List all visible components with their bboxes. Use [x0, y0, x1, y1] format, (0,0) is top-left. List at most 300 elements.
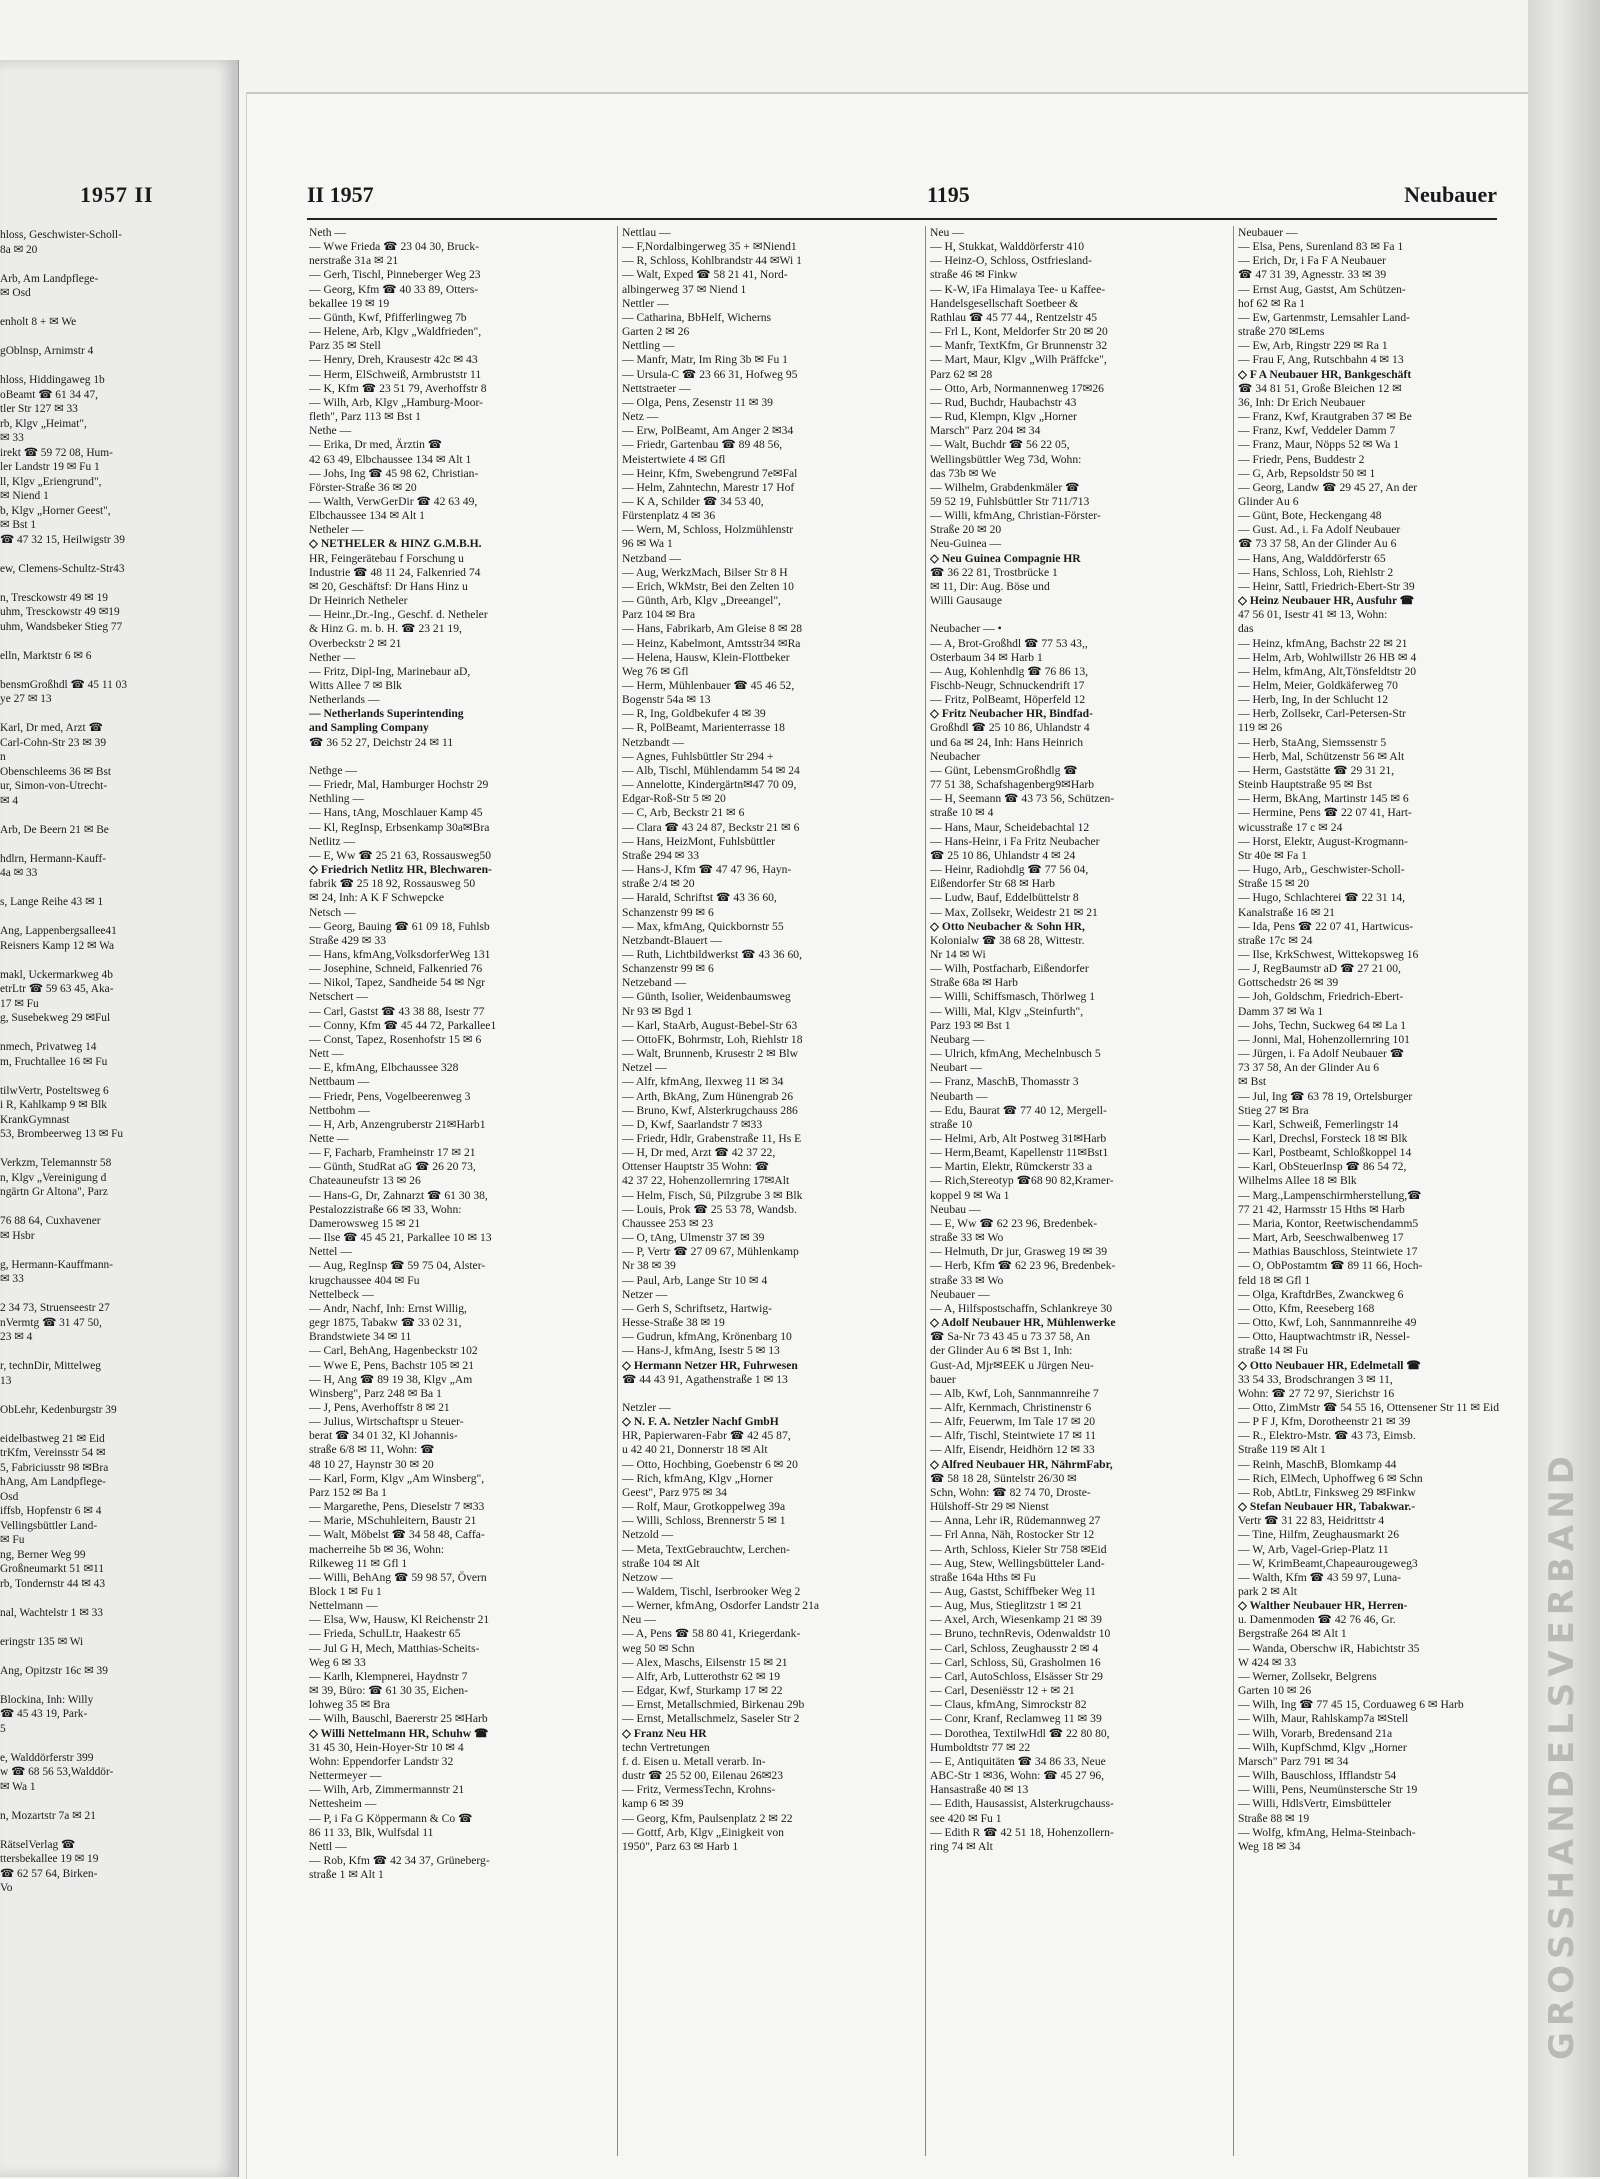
entry-line: Nett — — [309, 1047, 344, 1061]
entry-line: Großhdl ☎ 25 10 86, Uhlandstr 4 — [930, 721, 1090, 735]
entry-line: Ottenser Hauptstr 35 Wohn: ☎ — [622, 1160, 770, 1174]
entry-line: — Carl, BehAng, Hagenbeckstr 102 — [309, 1344, 478, 1358]
entry-line: — Conr, Kranf, Reclamweg 11 ✉ 39 — [930, 1712, 1102, 1726]
entry-line: Weg 18 ✉ 34 — [1238, 1839, 1301, 1853]
entry-line: — Louis, Prok ☎ 25 53 78, Wandsb. — [622, 1202, 797, 1216]
entry-line: — Herb, Kfm ☎ 62 23 96, Bredenbek- — [930, 1259, 1116, 1273]
entry-line: — Martin, Elektr, Rümckerstr 33 a — [930, 1160, 1093, 1174]
entry-line: Fischb-Neugr, Schnuckendrift 17 — [930, 679, 1085, 692]
entry-line — [0, 1417, 232, 1432]
entry-line: — Gerh, Tischl, Pinneberger Weg 23 — [309, 268, 481, 282]
entry-line — [0, 1200, 232, 1215]
entry-line: Bogenstr 54a ✉ 13 — [622, 693, 711, 707]
entry-line: 47 56 01, Isestr 41 ✉ 13, Wohn: — [1238, 608, 1388, 622]
entry-line: — Karl, Form, Klgv „Am Winsberg", — [309, 1471, 485, 1485]
entry-line: — Helm, kfmAng, Alt,Tönsfeldtstr 20 — [1238, 664, 1417, 678]
entry-line: Stieg 27 ✉ Bra — [1238, 1103, 1309, 1117]
entry-line: — Walt, Buchdr ☎ 56 22 05, — [930, 438, 1070, 452]
entry-line: — Herm, Mühlenbauer ☎ 45 46 52, — [622, 679, 795, 692]
entry-line: — Carl, Deseniësstr 12 + ✉ 21 — [930, 1684, 1075, 1698]
entry-line: — Heinz-O, Schloss, Ostfriesland- — [930, 254, 1092, 268]
entry-line: bekallee 19 ✉ 19 — [309, 296, 390, 310]
entry-line: Brandstwiete 34 ✉ 11 — [309, 1330, 412, 1344]
entry-line: — Helm, Zahntechn, Marestr 17 Hof — [622, 480, 795, 494]
entry-line: — Rich, ElMech, Uphoffweg 6 ✉ Schn — [1238, 1471, 1423, 1485]
entry-line: e, Walddörferstr 399 — [0, 1751, 94, 1764]
entry-line: — Erw, PolBeamt, Am Anger 2 ✉34 — [622, 424, 794, 438]
entry-line: nal, Wachtelstr 1 ✉ 33 — [0, 1606, 103, 1619]
entry-line: Wilhelms Allee 18 ✉ Blk — [1238, 1174, 1357, 1188]
entry-line — [0, 1794, 232, 1809]
entry-line: ☎ 62 57 64, Birken- — [0, 1867, 98, 1880]
entry-line: rb, Tondernstr 44 ✉ 43 — [0, 1577, 106, 1590]
entry-line: — Günth, Arb, Klgv „Dreeangel", — [622, 594, 781, 608]
entry-line: — Hans, Schloss, Loh, Riehlstr 2 — [1238, 565, 1394, 579]
entry-line: — Rud, Buchdr, Haubachstr 43 — [930, 395, 1077, 409]
entry-line: — Heinz, Kabelmont, Amtsstr34 ✉Ra — [622, 636, 801, 650]
entry-line: — P, Vertr ☎ 27 09 67, Mühlenkamp — [622, 1245, 799, 1259]
entry-line: Marsch" Parz 204 ✉ 34 — [930, 424, 1041, 438]
entry-line: — Rich,Stereotyp ☎68 90 82,Kramer- — [930, 1174, 1114, 1188]
entry-line: — Bruno, Kwf, Alsterkrugchauss 286 — [622, 1103, 798, 1117]
entry-line — [0, 1243, 232, 1258]
entry-line: — Olga, KraftdrBes, Zwanckweg 6 — [1238, 1287, 1404, 1301]
entry-line: ◇ Otto Neubauer HR, Edelmetall ☎ — [1238, 1358, 1421, 1372]
entry-line: Hansastraße 40 ✉ 13 — [930, 1783, 1029, 1797]
entry-line: straße 164a Hths ✉ Fu — [930, 1570, 1036, 1584]
entry-line: — P F J, Kfm, Dorotheenstr 21 ✉ 39 — [1238, 1415, 1411, 1429]
entry-line: — P, i Fa G Köppermann & Co ☎ — [309, 1811, 473, 1825]
entry-line: wicusstraße 17 c ✉ 24 — [1238, 820, 1343, 834]
entry-line: — Wilh, Bauschloss, Ifflandstr 54 — [1238, 1769, 1397, 1783]
entry-line: straße 33 ✉ Wo — [930, 1231, 1004, 1245]
entry-line: Wohn: ☎ 27 72 97, Sierichstr 16 — [1238, 1386, 1395, 1400]
entry-line: — Helm, Fisch, Sü, Pilzgrube 3 ✉ Blk — [622, 1188, 803, 1202]
entry-line: Vertr ☎ 31 22 83, Heidrittstr 4 — [1238, 1514, 1385, 1528]
entry-line: 31 45 30, Hein-Hoyer-Str 10 ✉ 4 — [309, 1740, 464, 1754]
entry-line: — Julius, Wirtschaftspr u Steuer- — [309, 1415, 464, 1429]
entry-line: ◇ Otto Neubacher & Sohn HR, — [930, 919, 1085, 933]
entry-line: ✉ 39, Büro: ☎ 61 30 35, Eichen- — [309, 1684, 469, 1698]
entry-line: Osterbaum 34 ✉ Harb 1 — [930, 650, 1043, 664]
entry-line: — Johs, Ing ☎ 45 98 62, Christian- — [309, 466, 479, 480]
entry-line: — Hugo, Arb,, Geschwister-Scholl- — [1238, 863, 1405, 877]
entry-line: — Wilhelm, Grabdenkmäler ☎ — [930, 480, 1080, 494]
entry-line: Netzbandt-Blauert — — [622, 933, 723, 947]
entry-line: — OttoFK, Bohrmstr, Loh, Riehlstr 18 — [622, 1032, 803, 1046]
entry-line: 96 ✉ Wa 1 — [622, 537, 673, 551]
entry-line: see 420 ✉ Fu 1 — [930, 1811, 1002, 1825]
entry-line: Ang, Opitzstr 16c ✉ 39 — [0, 1664, 108, 1677]
entry-line: Neubacher — [930, 749, 981, 763]
entry-line: — R, PolBeamt, Marienterrasse 18 — [622, 721, 785, 735]
entry-line: — Otto, Hochbing, Goebenstr 6 ✉ 20 — [622, 1457, 798, 1471]
entry-line: etrLtr ☎ 59 63 45, Aka- — [0, 983, 114, 995]
entry-line: — Wilh, Maur, Rahlskamp7a ✉Stell — [1238, 1712, 1409, 1726]
entry-line: — Ew, Gartenmstr, Lemsahler Land- — [1238, 310, 1410, 324]
entry-line: ✉ Hsbr — [0, 1229, 35, 1242]
entry-line: Nethe — — [309, 424, 352, 438]
entry-line: — Günt, LebensmGroßhdlg ☎ — [930, 763, 1078, 777]
entry-line: 17 ✉ Fu — [0, 997, 39, 1010]
entry-line: — F, Facharb, Framheinstr 17 ✉ 21 — [309, 1146, 476, 1160]
entry-line: 5, Fabriciusstr 98 ✉Bra — [0, 1461, 109, 1474]
entry-line: w ☎ 68 56 53,Walddör- — [0, 1766, 114, 1778]
entry-line: ◇ Neu Guinea Compagnie HR — [930, 551, 1081, 565]
entry-line: ◇ Walther Neubauer HR, Herren- — [1238, 1599, 1408, 1613]
entry-line: — Franz, Kwf, Veddeler Damm 7 — [1238, 424, 1396, 438]
entry-line: hloss, Hiddingaweg 1b — [0, 374, 105, 386]
entry-line: ☎ 47 31 39, Agnesstr. 33 ✉ 39 — [1238, 268, 1387, 282]
entry-line: Nr 14 ✉ Wi — [930, 947, 986, 961]
entry-line: Straße 88 ✉ 19 — [1238, 1811, 1310, 1825]
entry-line: — Edu, Baurat ☎ 77 40 12, Mergell- — [930, 1103, 1107, 1117]
entry-line: — Otto, Arb, Normannenweg 17✉26 — [930, 381, 1104, 395]
entry-line: — Hans-J, Kfm ☎ 47 47 96, Hayn- — [622, 863, 792, 877]
entry-line: ObLehr, Kedenburgstr 39 — [0, 1403, 117, 1416]
entry-line: — Fritz, PolBeamt, Höperfeld 12 — [930, 693, 1086, 707]
entry-line: krugchaussee 404 ✉ Fu — [309, 1273, 420, 1287]
entry-line: s, Lange Reihe 43 ✉ 1 — [0, 896, 104, 908]
entry-line: — Karl, Schweiß, Femerlingstr 14 — [1238, 1117, 1399, 1131]
entry-line: Nr 93 ✉ Bgd 1 — [622, 1004, 693, 1018]
entry-line: — Arth, Schloss, Kieler Str 758 ✉Eid — [930, 1542, 1107, 1556]
entry-line: — Const, Tapez, Rosenhofstr 15 ✉ 6 — [309, 1032, 482, 1046]
entry-line: — Helm, Meier, Goldkäferweg 70 — [1238, 679, 1398, 692]
entry-line: — Wilh, KupfSchmd, Klgv „Horner — [1238, 1740, 1407, 1754]
margin-stamp: GROSSHANDELSVERBAND — [1542, 1450, 1582, 2060]
entry-line: ◇ Alfred Neubauer HR, NährmFabr, — [930, 1457, 1113, 1471]
entry-line — [0, 1591, 232, 1606]
entry-line: ✉ Bst — [1238, 1075, 1267, 1089]
entry-line: — Herm, ElSchweiß, Armbruststr 11 — [309, 367, 482, 381]
entry-line: — Franz, Kwf, Krautgraben 37 ✉ Be — [1238, 410, 1412, 424]
entry-line: — Otto, Hauptwachtmstr iR, Nessel- — [1238, 1330, 1410, 1344]
entry-line: — Werner, kfmAng, Osdorfer Landstr 21a — [622, 1599, 820, 1613]
entry-line: — H, Arb, Anzengruberstr 21✉Harb1 — [309, 1117, 486, 1131]
entry-line: — Heinr, Kfm, Swebengrund 7e✉Fal — [622, 466, 798, 480]
entry-line: HR, Feingerätebau f Forschung u — [309, 551, 464, 565]
entry-line: — Wwe E, Pens, Bachstr 105 ✉ 21 — [309, 1358, 475, 1372]
entry-line: — Willi, BehAng ☎ 59 98 57, Övern — [309, 1570, 487, 1584]
entry-line: 13 — [0, 1374, 12, 1387]
entry-line: — Herb, Ing, In der Schlucht 12 — [1238, 693, 1389, 707]
entry-line: — Aug, Kohlenhdlg ☎ 76 86 13, — [930, 664, 1089, 678]
entry-line: — Carl, Schloss, Zeughausstr 2 ✉ 4 — [930, 1641, 1099, 1655]
entry-line: — Elsa, Pens, Surenland 83 ✉ Fa 1 — [1238, 240, 1404, 254]
entry-line: 1950", Parz 63 ✉ Harb 1 — [622, 1839, 739, 1853]
entry-line — [0, 301, 232, 316]
entry-line: Parz 193 ✉ Bst 1 — [930, 1018, 1011, 1032]
entry-line: RätselVerlag ☎ — [0, 1838, 76, 1851]
entry-line: — Hans, kfmAng,VolksdorferWeg 131 — [309, 947, 491, 961]
entry-line — [0, 547, 232, 562]
entry-line — [0, 1620, 232, 1635]
entry-line: — A, Hilfspostschaffn, Schlankreye 30 — [930, 1301, 1113, 1315]
entry-line: — O, tAng, Ulmenstr 37 ✉ 39 — [622, 1231, 765, 1245]
entry-line: 86 11 33, Blk, Wulfsdal 11 — [309, 1825, 434, 1839]
entry-line: ◇ Fritz Neubacher HR, Bindfad- — [930, 707, 1093, 721]
entry-line: ◇ N. F. A. Netzler Nachf GmbH — [622, 1415, 779, 1429]
entry-line: ☎ 44 43 91, Agathenstraße 1 ✉ 13 — [622, 1372, 788, 1386]
entry-line: — Marg.,Lampenschirmherstellung,☎ — [1238, 1188, 1422, 1202]
entry-line: 33 54 33, Brodschrangen 3 ✉ 11, — [1238, 1372, 1393, 1386]
entry-line: — Rich, kfmAng, Klgv „Horner — [622, 1471, 773, 1485]
entry-line: ☎ 73 37 58, An der Glinder Au 6 — [1238, 537, 1397, 551]
entry-line: Karl, Dr med, Arzt ☎ — [0, 722, 103, 734]
entry-line: — H, Seemann ☎ 43 73 56, Schützen- — [930, 792, 1115, 806]
entry-line: straße 10 — [930, 1117, 973, 1131]
entry-line: Pestalozzistraße 66 ✉ 33, Wohn: — [309, 1202, 462, 1216]
entry-line: — Hans, Ang, Walddörferstr 65 — [1238, 551, 1386, 565]
entry-line: — Rob, AbtLtr, Finksweg 29 ✉Finkw — [1238, 1485, 1416, 1499]
entry-line: der Glinder Au 6 ✉ Bst 1, Inh: — [930, 1344, 1073, 1358]
entry-line: eringstr 135 ✉ Wi — [0, 1635, 84, 1648]
entry-line: ll, Klgv „Eriengrund", — [0, 475, 102, 488]
entry-line: und 6a ✉ 24, Inh: Hans Heinrich — [930, 735, 1083, 749]
entry-line: — H, Stukkat, Walddörferstr 410 — [930, 240, 1085, 254]
entry-line: u 42 40 21, Donnerstr 18 ✉ Alt — [622, 1443, 768, 1457]
entry-line: Netherlands — — [309, 693, 380, 707]
entry-line: koppel 9 ✉ Wa 1 — [930, 1188, 1010, 1202]
entry-line: — Hans-J, kfmAng, Isestr 5 ✉ 13 — [622, 1344, 780, 1358]
entry-line: — Hans, tAng, Moschlauer Kamp 45 — [309, 806, 483, 820]
directory-page — [246, 92, 1529, 2179]
entry-line: — Hans, Fabrikarb, Am Gleise 8 ✉ 28 — [622, 622, 803, 636]
right-margin-band — [1528, 0, 1600, 2177]
left-page-lines — [0, 228, 232, 1896]
entry-line — [0, 881, 232, 896]
entry-line: ABC-Str 1 ✉36, Wohn: ☎ 45 27 96, — [930, 1769, 1105, 1783]
entry-line: — Agnes, Fuhlsbüttler Str 294 + — [622, 749, 774, 763]
entry-line: n — [0, 751, 6, 763]
entry-line: Winsberg", Parz 248 ✉ Ba 1 — [309, 1386, 442, 1400]
entry-line — [930, 608, 1223, 622]
entry-line: irekt ☎ 59 72 08, Hum- — [0, 446, 113, 459]
entry-line — [0, 1142, 232, 1157]
entry-line: ☎ 36 52 27, Deichstr 24 ✉ 11 — [309, 735, 454, 749]
entry-line: ng, Berner Weg 99 — [0, 1548, 86, 1561]
entry-line: — Ilse ☎ 45 45 21, Parkallee 10 ✉ 13 — [309, 1231, 492, 1245]
entry-line: — Claus, kfmAng, Simrockstr 82 — [930, 1698, 1087, 1712]
entry-line: Nettelmann — — [309, 1599, 378, 1613]
entry-line: Arb, De Beern 21 ✉ Be — [0, 823, 109, 836]
entry-line: Parz 62 ✉ 28 — [930, 367, 993, 381]
page-header — [307, 182, 1497, 212]
entry-line: — Anna, Lehr iR, Rüdemannweg 27 — [930, 1514, 1101, 1528]
entry-line: Humboldtstr 77 ✉ 22 — [930, 1740, 1031, 1754]
entry-line: — Frl Anna, Näh, Rostocker Str 12 — [930, 1528, 1095, 1542]
entry-line: — Ernst, Metallschmelz, Saseler Str 2 — [622, 1712, 800, 1726]
entry-line: — Aug, Gastst, Schiffbeker Weg 11 — [930, 1585, 1096, 1598]
entry-line: Straße 15 ✉ 20 — [1238, 877, 1310, 891]
entry-line: macherreihe 5b ✉ 36, Wohn: — [309, 1542, 445, 1556]
entry-line: — Herb, Zollsekr, Carl-Petersen-Str — [1238, 707, 1406, 721]
entry-line: — E, Ww ☎ 62 23 96, Bredenbek- — [930, 1216, 1098, 1230]
entry-line: — Friedr, Mal, Hamburger Hochstr 29 — [309, 778, 489, 792]
entry-line: — R, Ing, Goldbekufer 4 ✉ 39 — [622, 707, 766, 721]
entry-line: ☎ 36 22 81, Trostbrücke 1 — [930, 565, 1058, 579]
entry-line: — Conny, Kfm ☎ 45 44 72, Parkallee1 — [309, 1018, 497, 1032]
entry-line: — Rolf, Maur, Grotkoppelweg 39a — [622, 1500, 786, 1514]
entry-line: ◇ F A Neubauer HR, Bankgeschäft — [1238, 367, 1412, 381]
entry-line: straße 2/4 ✉ 20 — [622, 877, 695, 891]
entry-line: — Walt, Möbelst ☎ 34 58 48, Caffa- — [309, 1528, 485, 1542]
entry-line: Schanzenstr 99 ✉ 6 — [622, 962, 714, 976]
entry-line: straße 46 ✉ Finkw — [930, 268, 1018, 282]
entry-line: 59 52 19, Fuhlsbüttler Str 711/713 — [930, 494, 1090, 508]
entry-line: — Max, Zollsekr, Weidestr 21 ✉ 21 — [930, 905, 1098, 919]
entry-line: — Heinr, Sattl, Friedrich-Ebert-Str 39 — [1238, 579, 1415, 593]
entry-line: — J, RegBaumstr aD ☎ 27 21 00, — [1238, 962, 1401, 976]
entry-line: — Manfr, Matr, Im Ring 3b ✉ Fu 1 — [622, 353, 788, 367]
entry-line: — Josephine, Schneid, Falkenried 76 — [309, 962, 483, 976]
entry-line — [0, 808, 232, 823]
column-2 — [617, 226, 915, 2156]
entry-line: — Maria, Kontor, Reetwischendamm5 — [1238, 1216, 1419, 1230]
entry-line: — Mathias Bauschloss, Steintwiete 17 — [1238, 1245, 1418, 1259]
entry-line: Chaussee 253 ✉ 23 — [622, 1216, 714, 1230]
entry-line: — G, Arb, Repsoldstr 50 ✉ 1 — [1238, 466, 1376, 480]
entry-line: — Kl, RegInsp, Erbsenkamp 30a✉Bra — [309, 820, 490, 834]
entry-line: — Carl, AutoSchloss, Elsässer Str 29 — [930, 1669, 1103, 1683]
entry-line: — R., Elektro-Mstr. ☎ 43 73, Eimsb. — [1238, 1429, 1416, 1443]
entry-line: Rathlau ☎ 45 77 44,, Rentzelstr 45 — [930, 310, 1098, 324]
entry-line: — Friedr, Pens, Vogelbeerenweg 3 — [309, 1089, 471, 1103]
entry-line: — Alfr, Feuerwm, Im Tale 17 ✉ 20 — [930, 1415, 1096, 1429]
entry-line: ✉ 11, Dir: Aug. Böse und — [930, 579, 1050, 593]
entry-line: — Nikol, Tapez, Sandheide 54 ✉ Ngr — [309, 976, 486, 990]
entry-line: Witts Allee 7 ✉ Blk — [309, 679, 402, 692]
entry-line: ◇ Willi Nettelmann HR, Schuhw ☎ — [309, 1726, 489, 1740]
column-4 — [1233, 226, 1506, 2156]
entry-line: — Karl, Postbeamt, Schloßkoppel 14 — [1238, 1146, 1412, 1160]
entry-line: — Netherlands Superintending — [309, 707, 464, 721]
entry-line: and Sampling Company — [309, 721, 429, 735]
entry-line: — Werner, Zollsekr, Belgrens — [1238, 1669, 1377, 1683]
entry-line: — K A, Schilder ☎ 34 53 40, — [622, 494, 764, 508]
entry-line: Nettlau — — [622, 226, 671, 239]
entry-line — [0, 1069, 232, 1084]
entry-line: — Wilh, Postfacharb, Eißendorfer — [930, 962, 1089, 976]
running-head: Neubauer — [1404, 182, 1497, 207]
entry-line: Str 40e ✉ Fa 1 — [1238, 848, 1307, 862]
entry-line: Netzow — — [622, 1570, 673, 1584]
entry-line: Verkzm, Telemannstr 58 — [0, 1157, 112, 1169]
entry-line: — Ernst, Metallschmied, Birkenau 29b — [622, 1698, 805, 1712]
entry-line: — Alfr, Tischl, Steintwiete 17 ✉ 11 — [930, 1429, 1096, 1443]
entry-line: ✉ Niend 1 — [0, 490, 49, 502]
entry-line: g, Hermann-Kauffmann- — [0, 1258, 114, 1271]
entry-line: makl, Uckermarkweg 4b — [0, 968, 113, 981]
entry-line: — E, Ww ☎ 25 21 63, Rossausweg50 — [309, 848, 492, 862]
entry-line: — H, Dr med, Arzt ☎ 42 37 22, — [622, 1146, 776, 1160]
entry-line: — Paul, Arb, Lange Str 10 ✉ 4 — [622, 1273, 768, 1287]
entry-line: Straße 429 ✉ 33 — [309, 933, 387, 947]
entry-line: — A, Pens ☎ 58 80 41, Kriegerdank- — [622, 1627, 801, 1641]
entry-line: Damerowsweg 15 ✉ 21 — [309, 1216, 421, 1230]
entry-line: 23 ✉ 4 — [0, 1331, 33, 1343]
entry-line: Blockina, Inh: Willy — [0, 1693, 94, 1706]
entry-line: Steinb Hauptstraße 95 ✉ Bst — [1238, 778, 1373, 792]
entry-line: Nettelbeck — — [309, 1287, 374, 1301]
entry-line: — Hans, HeizMont, Fuhlsbüttler — [622, 834, 775, 848]
entry-line: — C, Arb, Beckstr 21 ✉ 6 — [622, 806, 745, 820]
entry-line: HR, Papierwaren-Fabr ☎ 42 45 87, — [622, 1429, 791, 1443]
entry-line: — Willi, Mal, Klgv „Steinfurth", — [930, 1004, 1084, 1018]
entry-line: Parz 104 ✉ Bra — [622, 608, 696, 622]
entry-line: — Jürgen, i. Fa Adolf Neubauer ☎ — [1238, 1047, 1405, 1061]
entry-line: m, Fruchtallee 16 ✉ Fu — [0, 1055, 108, 1068]
entry-line: — Rob, Kfm ☎ 42 34 37, Grüneberg- — [309, 1853, 490, 1867]
entry-line: Rilkeweg 11 ✉ Gfl 1 — [309, 1556, 408, 1570]
entry-line: — Helena, Hausw, Klein-Flottbeker — [622, 650, 790, 664]
entry-line: — Edgar, Kwf, Sturkamp 17 ✉ 22 — [622, 1684, 783, 1698]
entry-line: — Henry, Dreh, Krausestr 42c ✉ 43 — [309, 353, 478, 367]
entry-line: Straße 20 ✉ 20 — [930, 523, 1002, 537]
entry-line: n, Mozartstr 7a ✉ 21 — [0, 1809, 96, 1822]
entry-line: — Jul G H, Mech, Matthias-Scheits- — [309, 1641, 480, 1655]
entry-line: Großneumarkt 51 ✉11 — [0, 1563, 105, 1575]
entry-line: straße 33 ✉ Wo — [930, 1273, 1004, 1287]
entry-line: — Edith, Hausassist, Alsterkrugchauss- — [930, 1797, 1114, 1811]
entry-line: Netzeband — — [622, 976, 687, 990]
entry-line: — Meta, TextGebrauchtw, Lerchen- — [622, 1542, 790, 1556]
entry-line: — E, kfmAng, Elbchaussee 328 — [309, 1061, 459, 1075]
entry-line: & Hinz G. m. b. H. ☎ 23 21 19, — [309, 622, 462, 636]
entry-line: Chateauneufstr 13 ✉ 26 — [309, 1174, 421, 1188]
entry-line: — Georg, Kfm, Paulsenplatz 2 ✉ 22 — [622, 1811, 793, 1825]
entry-line: ☎ 45 43 19, Park- — [0, 1708, 88, 1720]
entry-line: eidelbastweg 21 ✉ Eid — [0, 1432, 105, 1445]
entry-line — [0, 1649, 232, 1664]
entry-line: — W, Arb, Vagel-Griep-Platz 11 — [1238, 1542, 1389, 1556]
entry-line: berat ☎ 34 01 32, Kl Johannis- — [309, 1429, 458, 1443]
entry-line: — Helene, Arb, Klgv „Waldfrieden", — [309, 325, 482, 339]
entry-line: — Gerh S, Schriftsetz, Hartwig- — [622, 1301, 773, 1315]
entry-line: Nettel — — [309, 1245, 352, 1259]
entry-line: — Willi, HdlsVertr, Eimsbütteler — [1238, 1797, 1392, 1811]
entry-line: — K, Kfm ☎ 23 51 79, Averhoffstr 8 — [309, 381, 487, 395]
entry-line: Nr 38 ✉ 39 — [622, 1259, 676, 1273]
entry-line: i R, Kahlkamp 9 ✉ Blk — [0, 1099, 107, 1111]
entry-line — [0, 1026, 232, 1041]
entry-line — [0, 576, 232, 591]
entry-line: — Aug, Mus, Stieglitzstr 1 ✉ 21 — [930, 1599, 1083, 1613]
entry-line: — W, KrimBeamt,Chapeaurougeweg3 — [1238, 1556, 1418, 1570]
entry-line: 5 — [0, 1722, 6, 1735]
entry-line: — Joh, Goldschm, Friedrich-Ebert- — [1238, 990, 1404, 1004]
entry-line: — Alb, Kwf, Loh, Sannmannreihe 7 — [930, 1386, 1099, 1400]
entry-line: — Helmuth, Dr jur, Grasweg 19 ✉ 39 — [930, 1245, 1108, 1259]
entry-line: 119 ✉ 26 — [1238, 721, 1283, 735]
entry-line: albingerweg 37 ✉ Niend 1 — [622, 282, 747, 296]
entry-line: g, Susebekweg 29 ✉Ful — [0, 1012, 111, 1024]
entry-line: n, Klgv „Vereinigung d — [0, 1171, 107, 1184]
entry-line: — Wanda, Oberschw iR, Habichtstr 35 — [1238, 1641, 1420, 1655]
header-rule — [307, 218, 1497, 220]
entry-line: lohweg 35 ✉ Bra — [309, 1698, 390, 1712]
entry-line: Netheler — — [309, 523, 364, 537]
entry-line — [622, 1387, 915, 1401]
entry-line: gegr 1875, Tabakw ☎ 33 02 31, — [309, 1316, 462, 1330]
entry-line: — Tine, Hilfm, Zeughausmarkt 26 — [1238, 1528, 1400, 1542]
entry-line: Neu — — [622, 1613, 656, 1627]
entry-line: Arb, Am Landpflege- — [0, 272, 99, 285]
entry-line: — Wilh, Vorarb, Bredensand 21a — [1238, 1726, 1393, 1740]
entry-line: nVermtg ☎ 31 47 50, — [0, 1316, 102, 1329]
entry-line: oBeamt ☎ 61 34 47, — [0, 388, 99, 401]
